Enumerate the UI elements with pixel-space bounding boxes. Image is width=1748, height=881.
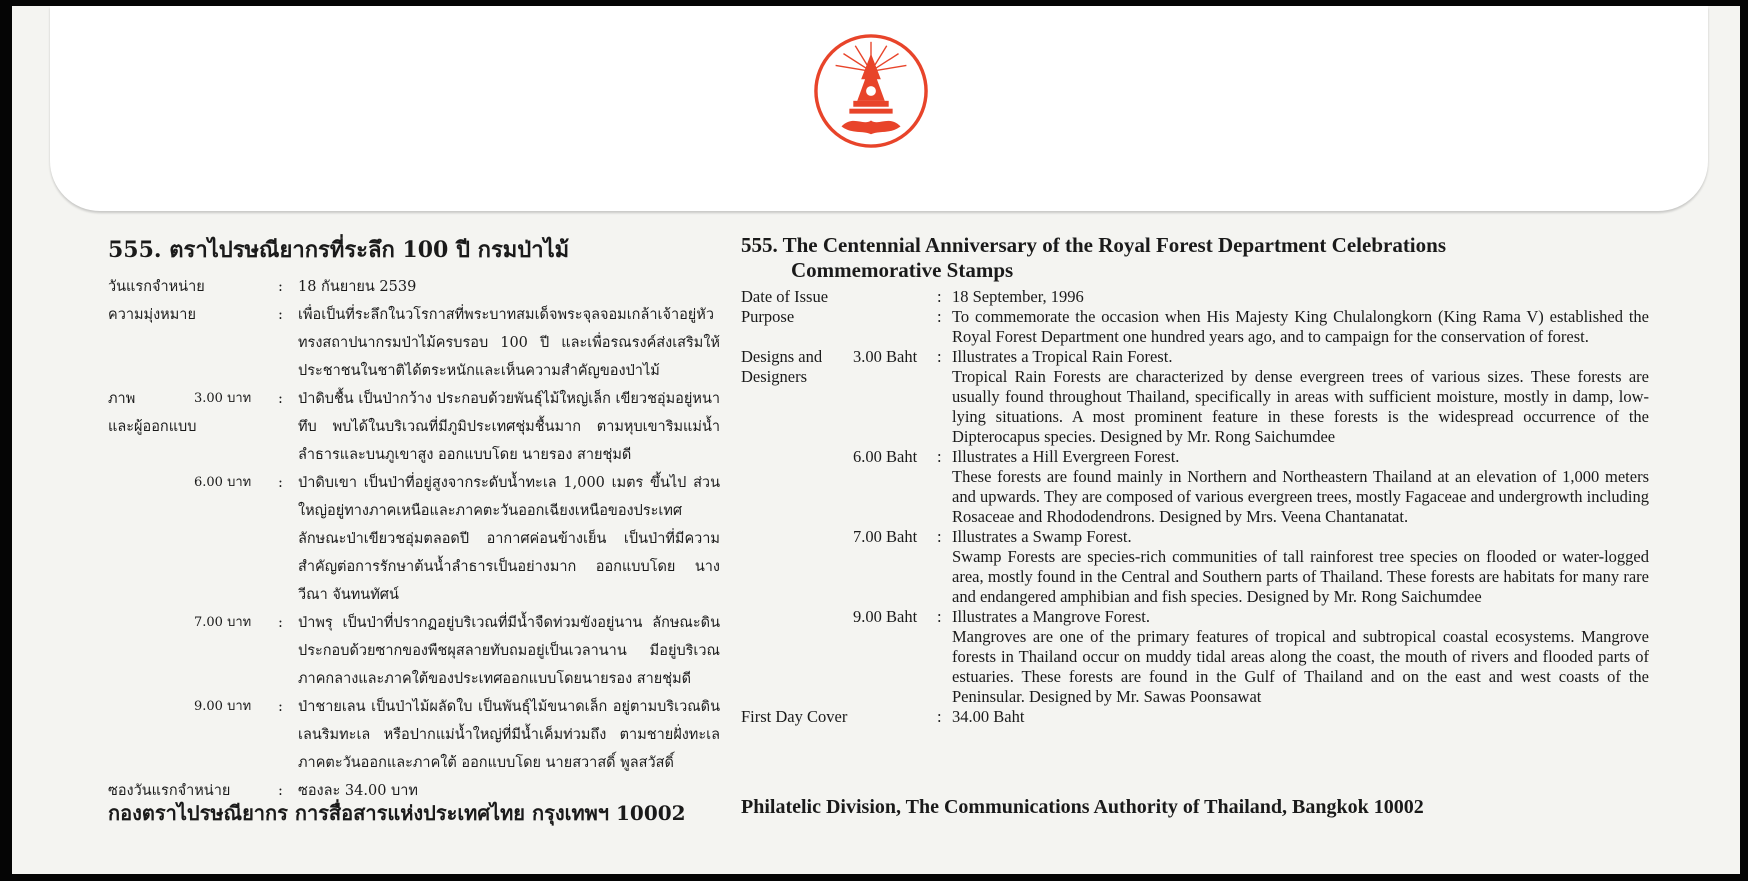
thai-stamp-row: [108, 609, 720, 693]
thai-purpose-value: เพื่อเป็นที่ระลึกในวโรกาสที่พระบาทสมเด็จพระจุลจอมเกล้าเจ้าอยู่หัวทรงสถาปนากรมป่าไม้ครบรอบ 100 ปี และเพื่อรณรงค์ส่งเสริมให้ประชาชนในชาติได้ตระหนักและเห็นความสำคัญของป่าไม้: [298, 307, 720, 379]
colon: :: [937, 607, 942, 626]
english-cover-label: First Day Cover: [741, 707, 848, 726]
english-stamp-row: [741, 347, 1649, 447]
english-cover-row: [741, 707, 1649, 727]
thai-stamp-price: 3.00 บาท: [194, 391, 252, 406]
english-purpose-value: To commemorate the occasion when His Majesty King Chulalongkorn (King Rama V) established the Royal Forest Department one hundred years ago, and to campaign for the conservation of forest.: [952, 307, 1649, 346]
thai-stamp-row: [108, 469, 720, 609]
thai-designs-label: ภาพ: [108, 391, 136, 407]
english-issue-value: 18 September, 1996: [952, 287, 1084, 306]
colon: :: [278, 615, 283, 631]
english-purpose-label: Purpose: [741, 307, 795, 326]
english-stamp-text: These forests are found mainly in Northern and Northeastern Thailand at an elevation of 1,000 meters and upwards. They are composed of various evergreen trees, mostly Fagaceae and undergrowth including Rosaceae and Rhododendrons. Designed by Mrs. Veena Chantanatat.: [952, 467, 1649, 526]
english-designs-label: Designs and: [741, 347, 823, 366]
colon: :: [278, 699, 283, 715]
thai-issue-row: [108, 273, 720, 301]
thai-stamp-text: ป่าพรุ เป็นป่าที่ปรากฏอยู่บริเวณที่มีน้ำจืดท่วมขังอยู่นาน ลักษณะดินประกอบด้วยซากของพืชผุสลายทับถมอยู่เป็นเวลานาน มีอยู่บริเวณภาคกลางและภาคใต้ของประเทศออกแบบโดยนายรอง สายชุ่มดี: [298, 615, 720, 687]
english-stamp-text: Mangroves are one of the primary features of tropical and subtropical coastal ecosystems. Mangrove forests in Thailand occur on muddy tidal areas along the coast, the mouth of rivers and flooded parts of estuaries. These forests are found in the Gulf of Thailand and on the east and west coasts of the Peninsular. Designed by Mr. Sawas Poonsawat: [952, 627, 1649, 706]
thai-description: [108, 232, 720, 805]
english-stamp-row: [741, 607, 1649, 707]
english-stamp-row: [741, 527, 1649, 607]
english-stamp-price: 6.00 Baht: [853, 447, 918, 466]
english-stamp-heading: Illustrates a Swamp Forest.: [952, 527, 1132, 546]
english-purpose-row: [741, 307, 1649, 347]
thai-cover-label: ซองวันแรกจำหน่าย: [108, 783, 231, 799]
english-title: [741, 233, 1649, 283]
colon: :: [937, 447, 942, 466]
english-title-line-1: 555. The Centennial Anniversary of the Royal Forest Department Celebrations: [741, 233, 1446, 257]
english-stamp-row: [741, 447, 1649, 527]
colon: :: [278, 279, 283, 295]
colon: :: [278, 783, 283, 799]
english-stamp-heading: Illustrates a Hill Evergreen Forest.: [952, 447, 1180, 466]
royal-forest-emblem-icon: [812, 32, 930, 150]
thai-stamp-row: [108, 385, 720, 469]
colon: :: [937, 527, 942, 546]
english-designs-label-2: Designers: [741, 367, 807, 386]
thai-stamp-price: 7.00 บาท: [194, 615, 252, 630]
thai-stamp-text: ป่าดิบชื้น เป็นป่ากว้าง ประกอบด้วยพันธุ์ไม้ใหญ่เล็ก เขียวชอุ่มอยู่หนาทึบ พบได้ในบริเวณที่มีภูมิประเทศชุ่มชื้นมาก ตามหุบเขาริมแม่น้ำลำธารและบนภูเขาสูง ออกแบบโดย นายรอง สายชุ่มดี: [298, 391, 720, 463]
thai-title: 555. ตราไปรษณียากรที่ระลึก 100 ปี กรมป่าไม้: [108, 237, 570, 263]
english-stamp-text: Swamp Forests are species-rich communities of tall rainforest tree species on flooded or water-logged area, mostly found in the Central and Southern parts of Thailand. These forests are habitats for many rare and endangered amphibian and fish species. Designed by Mr. Rong Saichumdee: [952, 547, 1649, 606]
english-issue-row: [741, 287, 1649, 307]
thai-issue-label: วันแรกจำหน่าย: [108, 279, 205, 295]
thai-cover-value: ซองละ 34.00 บาท: [298, 783, 418, 799]
thai-footer: กองตราไปรษณียากร การสื่อสารแห่งประเทศไทย กรุงเทพฯ 10002: [108, 801, 686, 825]
english-footer: Philatelic Division, The Communications Authority of Thailand, Bangkok 10002: [741, 796, 1424, 818]
english-stamp-price: 9.00 Baht: [853, 607, 918, 626]
thai-stamp-price: 9.00 บาท: [194, 699, 252, 714]
english-stamp-price: 7.00 Baht: [853, 527, 918, 546]
thai-stamp-text: ป่าชายเลน เป็นป่าไม้ผลัดใบ เป็นพันธุ์ไม้ขนาดเล็ก อยู่ตามบริเวณดินเลนริมทะเล หรือปากแม่น้ำใหญ่ที่มีน้ำเค็มท่วมถึง ตามชายฝั่งทะเลภาคตะวันออกและภาคใต้ ออกแบบโดย นายสวาสดิ์ พูลสวัสดิ์: [298, 699, 720, 771]
english-title-line-2: Commemorative Stamps: [791, 258, 1014, 282]
thai-purpose-label: ความมุ่งหมาย: [108, 307, 196, 323]
thai-stamp-text: ป่าดิบเขา เป็นป่าที่อยู่สูงจากระดับน้ำทะเล 1,000 เมตร ขึ้นไป ส่วนใหญ่อยู่ทางภาคเหนือและภาคตะวันออกเฉียงเหนือของประเทศ ลักษณะป่าเขียวชอุ่มตลอดปี อากาศค่อนข้างเย็น เป็นป่าที่มีความสำคัญต่อการรักษาต้นน้ำลำธารเป็นอย่างมาก ออกแบบโดย นางวีณา จันทนทัศน์: [298, 475, 720, 603]
colon: :: [937, 707, 942, 726]
thai-purpose-row: [108, 301, 720, 385]
thai-stamp-price: 6.00 บาท: [194, 475, 252, 490]
colon: :: [937, 287, 942, 306]
english-cover-value: 34.00 Baht: [952, 707, 1025, 726]
english-issue-label: Date of Issue: [741, 287, 829, 306]
thai-issue-value: 18 กันยายน 2539: [298, 279, 417, 295]
english-stamp-text: Tropical Rain Forests are characterized by dense evergreen trees of various sizes. These forests are usually found throughout Thailand, specifically in areas with sufficient moisture, mostly in damp, low-lying situations. A most prominent feature in these forests is the widespread occurrence of the Dipterocapus species. Designed by Mr. Rong Saichumdee: [952, 367, 1649, 446]
colon: :: [937, 347, 942, 366]
thai-stamp-row: [108, 693, 720, 777]
colon: :: [278, 307, 283, 323]
english-stamp-price: 3.00 Baht: [853, 347, 918, 366]
colon: :: [278, 391, 283, 407]
english-description: [741, 233, 1649, 727]
english-stamp-heading: Illustrates a Mangrove Forest.: [952, 607, 1150, 626]
colon: :: [937, 307, 942, 326]
colon: :: [278, 475, 283, 491]
thai-designs-label-2: และผู้ออกแบบ: [108, 419, 197, 435]
english-stamp-heading: Illustrates a Tropical Rain Forest.: [952, 347, 1173, 366]
english-body: [741, 287, 1649, 727]
